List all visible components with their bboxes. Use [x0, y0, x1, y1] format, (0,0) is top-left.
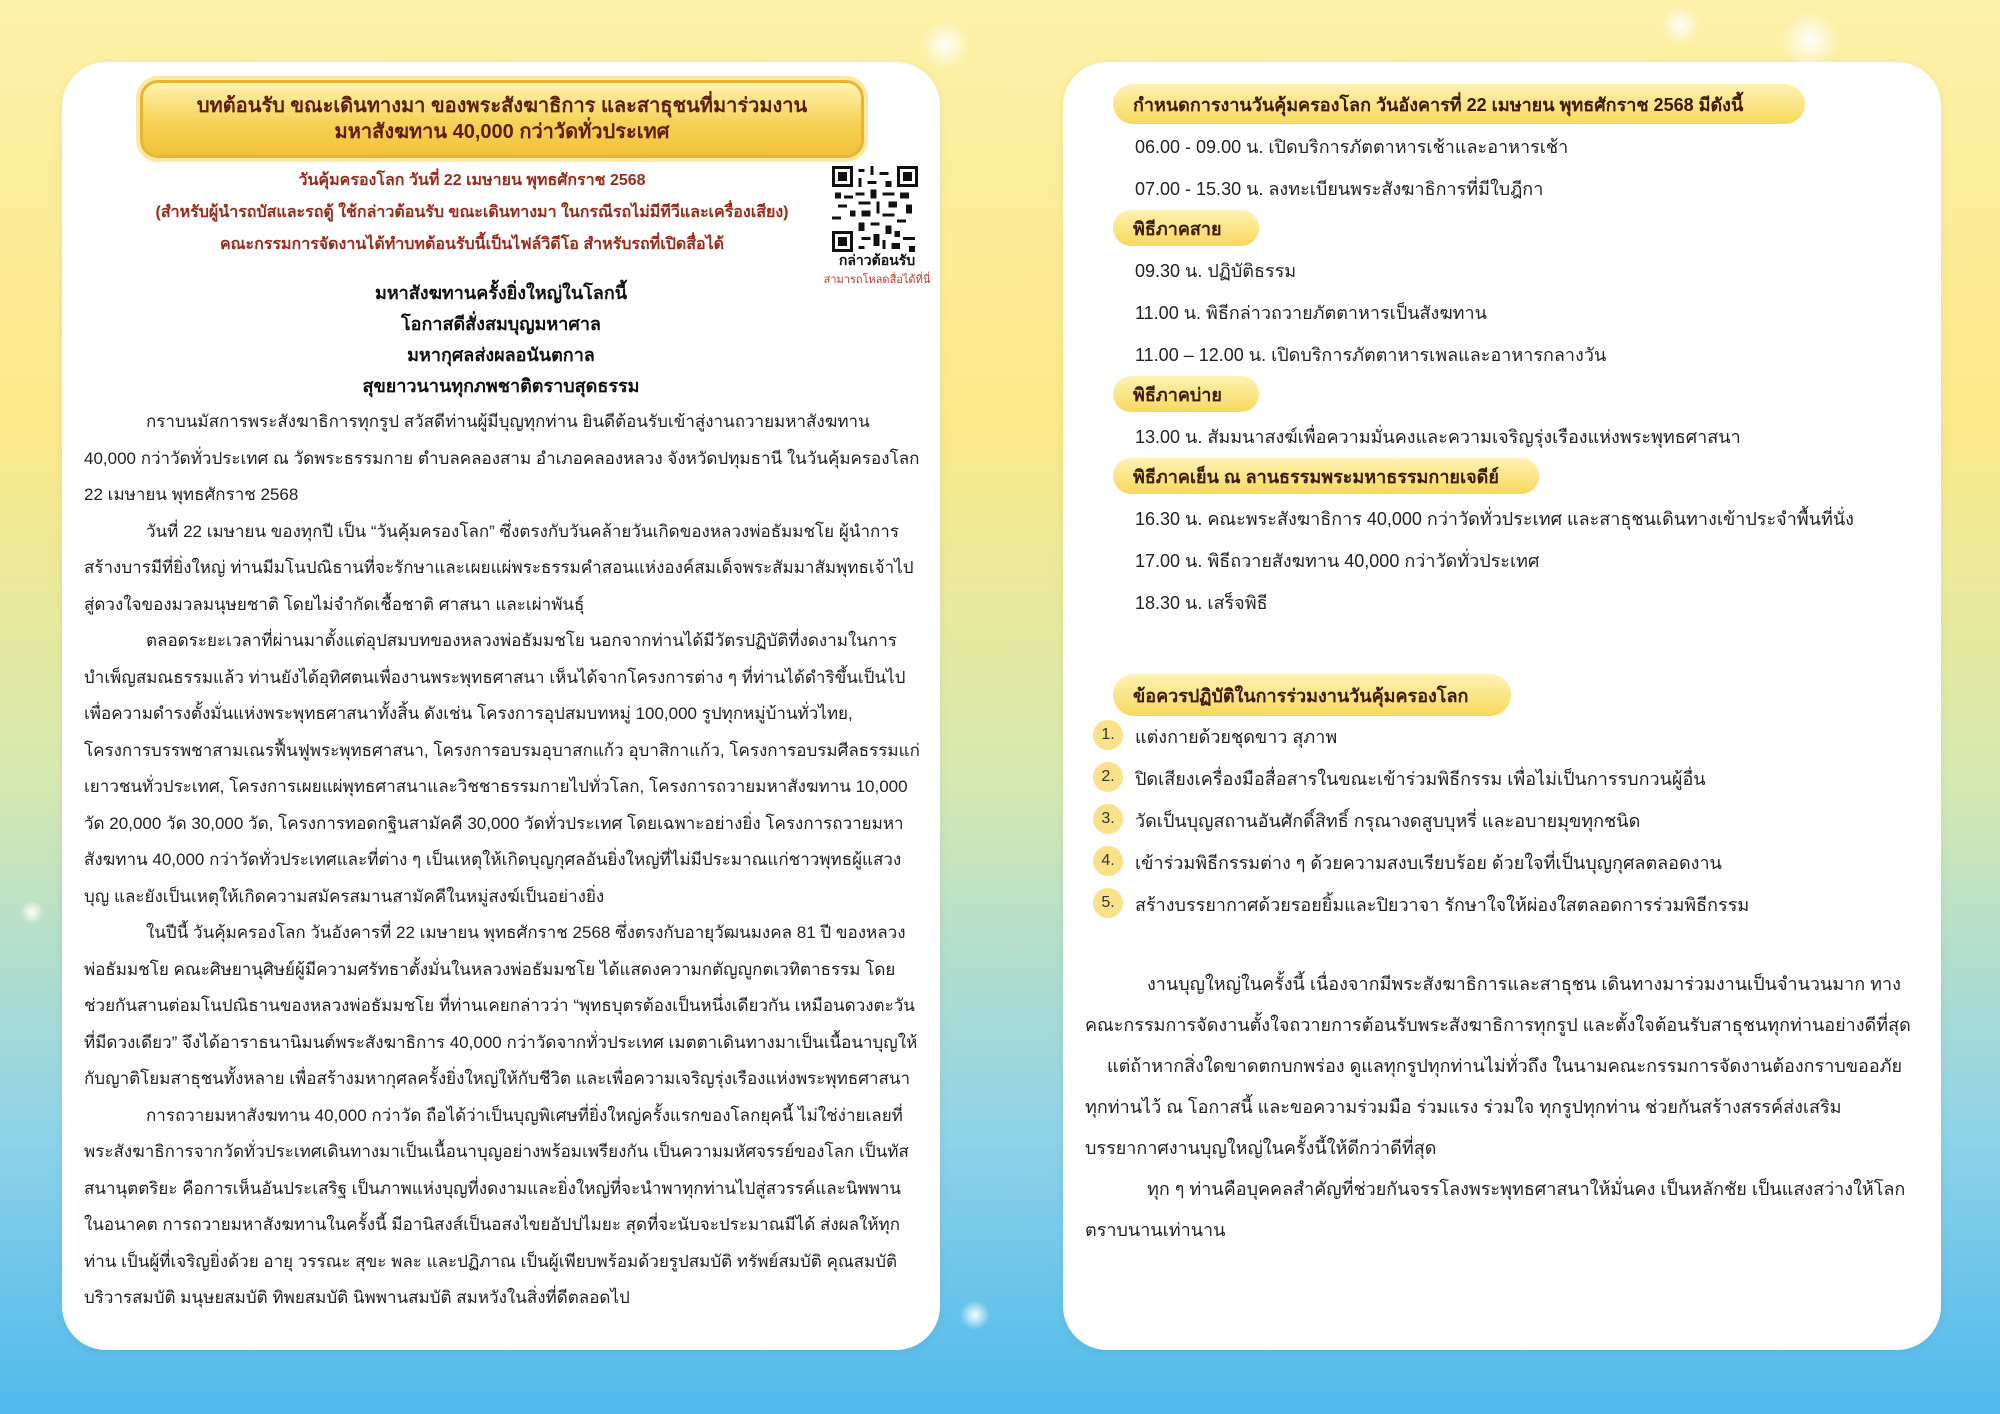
paragraph: งานบุญใหญ่ในครั้งนี้ เนื่องจากมีพระสังฆาธิการและสาธุชน เดินทางมาร่วมงานเป็นจำนวนมาก ทางคณะกรรมการจัดงานตั้งใจถวายการต้อนรับพระสังฆาธิการทุกรูป และตั้งใจต้อนรับสาธุชนทุกท่านอย่างดีที่สุด — [1085, 974, 1911, 1035]
schedule-title: กำหนดการงานวันคุ้มครองโลก วันอังคารที่ 22 เมษายน พุทธศักราช 2568 มีดังนี้ — [1133, 94, 1744, 115]
sparkle — [960, 1300, 990, 1330]
closing-body — [1085, 964, 1921, 1251]
poem-line: สุขยาวนานทุกภพชาติตราบสุดธรรม — [362, 376, 640, 396]
schedule-title-pill — [1113, 84, 1805, 124]
sparkle — [1780, 10, 1840, 70]
schedule-item: 18.30 น. เสร็จพิธี — [1135, 593, 1268, 613]
paragraph: ในปีนี้ วันคุ้มครองโลก วันอังคารที่ 22 เมษายน พุทธศักราช 2568 ซึ่งตรงกับอายุวัฒนมงคล 81 ปี ของหลวงพ่อธัมมชโย คณะศิษยานุศิษย์ผู้มีความศรัทธาตั้งมั่นในหลวงพ่อธัมมชโย ได้แสดงความกตัญญูกตเวทิตาธรรม โดยช่วยกันสานต่อมโนปณิธานของหลวงพ่อธัมมชโย ที่ท่านเคยกล่าวว่า “พุทธบุตรต้องเป็นหนึ่งเดียวกัน เหมือนดวงตะวันที่มีดวงเดียว” จึงได้อาราธนานิมนต์พระสังฆาธิการ 40,000 กว่าวัดจากทั่วประเทศ เมตตาเดินทางมาเป็นเนื้อนาบุญให้กับญาติโยมสาธุชนทั้งหลาย เพื่อสร้างมหากุศลครั้งยิ่งใหญ่ให้กับชีวิต และเพื่อความเจริญรุ่งเรืองแห่งพระพุทธศาสนา — [84, 923, 918, 1088]
schedule-item: 17.00 น. พิธีถวายสังฆทาน 40,000 กว่าวัดทั่วประเทศ — [1135, 551, 1540, 571]
schedule-item: 13.00 น. สัมมนาสงฆ์เพื่อความมั่นคงและความเจริญรุ่งเรืองแห่งพระพุทธศาสนา — [1135, 427, 1741, 447]
paragraph: การถวายมหาสังฆทาน 40,000 กว่าวัด ถือได้ว่าเป็นบุญพิเศษที่ยิ่งใหญ่ครั้งแรกของโลกยุคนี้ ไม่ใช่ง่ายเลยที่พระสังฆาธิการจากวัดทั่วประเทศเดินทางมาเป็นเนื้อนาบุญอย่างพร้อมเพรียงกัน เป็นความมหัศจรรย์ของโลก เป็นทัสสนานุตตริยะ คือการเห็นอันประเสริฐ เป็นภาพแห่งบุญที่งดงามและยิ่งใหญ่ที่จะนำพาทุกท่านไปสู่สวรรค์และนิพพานในอนาคต การถวายมหาสังฆทานในครั้งนี้ มีอานิสงส์เป็นอสงไขยอัปปไมยะ สุดที่จะนับจะประมาณมีได้ ส่งผลให้ทุกท่าน เป็นผู้ที่เจริญยิ่งด้วย อายุ วรรณะ สุขะ พละ และปฏิภาณ เป็นผู้เพียบพร้อมด้วยรูปสมบัติ ทรัพย์สมบัติ คุณสมบัติ บริวารสมบัติ มนุษยสมบัติ ทิพยสมบัติ นิพพานสมบัติ สมหวังในสิ่งที่ดีตลอดไป — [84, 1105, 909, 1307]
paragraph: ตลอดระยะเวลาที่ผ่านมาตั้งแต่อุปสมบทของหลวงพ่อธัมมชโย นอกจากท่านได้มีวัตรปฏิบัติที่งดงามในการบำเพ็ญสมณธรรมแล้ว ท่านยังได้อุทิศตนเพื่องานพระพุทธศาสนา เห็นได้จากโครงการต่าง ๆ ที่ท่านได้ดำริขึ้นเป็นไปเพื่อความดำรงตั้งมั่นแห่งพระพุทธศาสนาทั้งสิ้น ดังเช่น โครงการอุปสมบทหมู่ 100,000 รูปทุกหมู่บ้านทั่วไทย, โครงการบรรพชาสามเณรฟื้นฟูพระพุทธศาสนา, โครงการอบรมอุบาสกแก้ว อุบาสิกาแก้ว, โครงการอบรมศีลธรรมแก่เยาวชนทั่วประเทศ, โครงการเผยแผ่พุทธศาสนาและวิชชาธรรมกายไปทั่วโลก, โครงการถวายมหาสังฆทาน 10,000 วัด 20,000 วัด 30,000 วัด, โครงการทอดกฐินสามัคคี 30,000 วัดทั่วประเทศ โดยเฉพาะอย่างยิ่ง โครงการถวายมหาสังฆทาน 40,000 กว่าวัดทั่วประเทศและที่ต่าง ๆ เป็นเหตุให้เกิดบุญกุศลอันยิ่งใหญ่ที่ไม่มีประมาณแก่ชาวพุทธผู้แสวงบุญ และยังเป็นเหตุให้เกิดความสมัครสมานสามัคคีในหมู่สงฆ์เป็นอย่างยิ่ง — [84, 631, 920, 906]
rule-number: 5. — [1093, 888, 1123, 918]
schedule-item: 11.00 น. พิธีกล่าวถวายภัตตาหารเป็นสังฆทาน — [1135, 303, 1487, 323]
schedule-item: 06.00 - 09.00 น. เปิดบริการภัตตาหารเช้าและอาหารเช้า — [1135, 137, 1569, 157]
rule-number: 3. — [1093, 804, 1123, 834]
poem-line: โอกาสดีสั่งสมบุญมหาศาล — [401, 314, 601, 334]
sparkle — [920, 20, 970, 70]
schedule-item: 16.30 น. คณะพระสังฆาธิการ 40,000 กว่าวัดทั่วประเทศ และสาธุชนเดินทางเข้าประจำพื้นที่นั่ง — [1135, 509, 1854, 529]
rule-text: สร้างบรรยากาศด้วยรอยยิ้มและปิยวาจา รักษาใจให้ผ่องใสตลอดการร่วมพิธีกรรม — [1135, 895, 1750, 915]
welcome-body — [84, 404, 920, 1317]
rule-number: 1. — [1093, 720, 1123, 750]
schedule-card — [1063, 62, 1941, 1350]
schedule-item: 11.00 – 12.00 น. เปิดบริการภัตตาหารเพลและอาหารกลางวัน — [1135, 345, 1607, 365]
rule-text: ปิดเสียงเครื่องมือสื่อสารในขณะเข้าร่วมพิธีกรรม เพื่อไม่เป็นการรบกวนผู้อื่น — [1135, 769, 1706, 789]
evening-pill — [1113, 458, 1539, 494]
title-banner — [140, 80, 864, 158]
committee-line: คณะกรรมการจัดงานได้ทำบทต้อนรับนี้เป็นไฟล์วิดีโอ สำหรับรถที่เปิดสื่อได้ — [219, 236, 725, 253]
banner-title-line1: บทต้อนรับ ขณะเดินทางมา ของพระสังฆาธิการ และสาธุชนที่มาร่วมงาน — [196, 95, 808, 117]
rules-title: ข้อควรปฏิบัติในการร่วมงานวันคุ้มครองโลก — [1133, 685, 1469, 706]
evening-label: พิธีภาคเย็น ณ ลานธรรมพระมหาธรรมกายเจดีย์ — [1133, 466, 1499, 487]
sparkle — [20, 900, 44, 924]
paragraph: แต่ถ้าหากสิ่งใดขาดตกบกพร่อง ดูแลทุกรูปทุกท่านไม่ทั่วถึง ในนามคณะกรรมการจัดงานต้องกราบขออภัยทุกท่านไว้ ณ โอกาสนี้ และขอความร่วมมือ ร่วมแรง ร่วมใจ ทุกรูปทุกท่าน ช่วยกันสร้างสรรค์ส่งเสริมบรรยากาศงานบุญใหญ่ในครั้งนี้ให้ดีกว่าดีที่สุด — [1085, 1056, 1903, 1158]
note-line: (สำหรับผู้นำรถบัสและรถตู้ ใช้กล่าวต้อนรับ ขณะเดินทางมา ในกรณีรถไม่มีทีวีและเครื่องเสียง) — [155, 204, 789, 221]
welcome-card — [62, 62, 940, 1350]
rule-text: เข้าร่วมพิธีกรรมต่าง ๆ ด้วยความสงบเรียบร้อย ด้วยใจที่เป็นบุญกุศลตลอดงาน — [1135, 853, 1722, 873]
date-line: วันคุ้มครองโลก วันที่ 22 เมษายน พุทธศักราช 2568 — [298, 172, 646, 189]
morning-label: พิธีภาคสาย — [1133, 218, 1222, 239]
qr-code[interactable] — [832, 166, 918, 252]
schedule-item: 07.00 - 15.30 น. ลงทะเบียนพระสังฆาธิการที่มีใบฎีกา — [1135, 179, 1544, 199]
sparkle — [1660, 5, 1700, 45]
qr-sublabel: สามารถโหลดสื่อได้ที่นี่ — [823, 274, 931, 286]
paragraph: ทุก ๆ ท่านคือบุคคลสำคัญที่ช่วยกันจรรโลงพระพุทธศาสนาให้มั่นคง เป็นหลักชัย เป็นแสงสว่างให้โลกตราบนานเท่านาน — [1085, 1179, 1906, 1240]
morning-pill — [1113, 210, 1259, 246]
rule-text: วัดเป็นบุญสถานอันศักดิ์สิทธิ์ กรุณางดสูบบุหรี่ และอบายมุขทุกชนิด — [1135, 811, 1641, 831]
paragraph: วันที่ 22 เมษายน ของทุกปี เป็น “วันคุ้มครองโลก” ซึ่งตรงกับวันคล้ายวันเกิดของหลวงพ่อธัมมชโย ผู้นำการสร้างบารมีที่ยิ่งใหญ่ ท่านมีมโนปณิธานที่จะรักษาและเผยแผ่พระธรรมคำสอนแห่งองค์สมเด็จพระสัมมาสัมพุทธเจ้าไปสู่ดวงใจของมวลมนุษยชาติ โดยไม่จำกัดเชื้อชาติ ศาสนา และเผ่าพันธุ์ — [84, 521, 914, 614]
qr-label: กล่าวต้อนรับ — [838, 252, 916, 268]
rules-title-pill — [1113, 674, 1511, 716]
schedule-item: 09.30 น. ปฏิบัติธรรม — [1135, 261, 1297, 281]
afternoon-label: พิธีภาคบ่าย — [1133, 384, 1222, 405]
paragraph: กราบนมัสการพระสังฆาธิการทุกรูป สวัสดีท่านผู้มีบุญทุกท่าน ยินดีต้อนรับเข้าสู่งานถวายมหาสังฆทาน 40,000 กว่าวัดทั่วประเทศ ณ วัดพระธรรมกาย ตำบลคลองสาม อำเภอคลองหลวง จังหวัดปทุมธานี ในวันคุ้มครองโลก 22 เมษายน พุทธศักราช 2568 — [84, 412, 920, 504]
poem-line: มหาสังฆทานครั้งยิ่งใหญ่ในโลกนี้ — [374, 283, 628, 303]
rule-number: 2. — [1093, 762, 1123, 792]
afternoon-pill — [1113, 376, 1259, 412]
rule-number: 4. — [1093, 846, 1123, 876]
rule-text: แต่งกายด้วยชุดขาว สุภาพ — [1135, 727, 1338, 747]
banner-title-line2: มหาสังฆทาน 40,000 กว่าวัดทั่วประเทศ — [334, 121, 670, 143]
poem-line: มหากุศลส่งผลอนันตกาล — [407, 345, 595, 365]
